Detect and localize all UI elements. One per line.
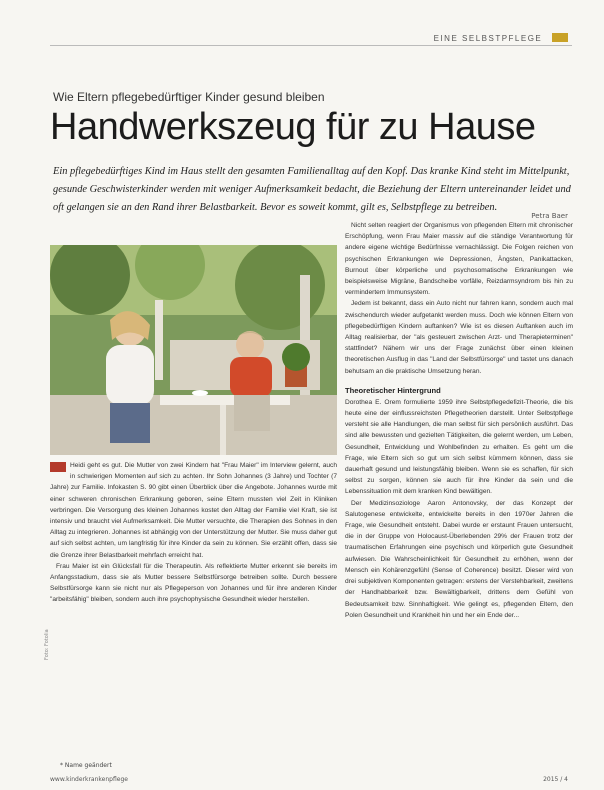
section-label [434,33,568,43]
header-divider [50,45,572,46]
footer-issue: 2015 / 4 [543,776,568,783]
right-paragraph-3: Dorothea E. Orem formulierte 1959 ihre Selbstpflegedefizit-Theorie, die bis heute eine der einflussreichsten Pflegetheorien darstellt. Unter Selbstpflege versteht sie alle Handlungen, die man selbst für sich persönlich ausführt. Das sind alle bewussten und gezielten Tätigkeiten, die gelernt werden, um Leben, Gesundheit, Entwicklung und Wohlbefinden zu erhalten. Es geht um die Frage, wie Eltern sich so gut um sich selbst kümmern können, dass sie dauerhaft gesund und leistungsfähig bleiben. Wenn sie es schaffen, für sich selbst zu sorgen, können sie auch für ihre Kinder da sein und die Lebenssituation mit dem kranken Kind bewältigen. [345,398,573,496]
right-paragraph-4: Der Medizinsoziologe Aaron Antonovsky, der das Konzept der Salutogenese entwickelte, entwickelte bereits in den 1970er Jahren die Frage, wie Gesundheit entsteht. Dabei wurde er erstaunt Frauen untersucht, die in der Gruppe von Holocaust-Überlebenden 29% der Frauen trotz der traumatischen Erfahrungen eine psychisch und körperlich gute Gesundheit aufwiesen. Die Wahrscheinlichkeit für Gesundheit zu erhöhen, wenn der Mensch ein Kohärenzgefühl (Sense of Coherence) besitzt. Dieser wird von drei subjektiven Komponenten getragen: erstens der Verstehbarkeit, zweitens der Handhabbarkeit bzw. Bewältigbarkeit, drittens dem Gefühl von Bedeutsamkeit bzw. Sinnhaftigkeit. Wie gelingt es, pflegenden Eltern, den Polen Gesundheit und Krankheit hin und her ein Ende der... [345,499,573,619]
footnote: * Name geändert [60,762,112,769]
article-lead: Ein pflegebedürftiges Kind im Haus stellt den gesamten Familienalltag auf den Kopf. Das kranke Kind steht im Mittelpunkt, gesunde Geschwisterkinder werden mit weniger Aufmerksamkeit bedacht, die Beziehung der Eltern untereinander leidet und oft gelangen sie an den Rand ihrer Belastbarkeit. Bevor es soweit kommt, gilt es, Selbstpflege zu betreiben. [53,166,571,213]
left-paragraph-2: Frau Maier ist ein Glücksfall für die Therapeutin. Als reflektierte Mutter erkennt sie bereits im Anfangsstadium, dass sie als Mutter bessere Selbstfürsorge betreiben sollte. Durch bessere Selbstfürsorge kann sie nicht nur als Pflegeperson von Johannes und für ihre anderen Kinder "arbeitsfähig" bleiben, sondern auch ihre psychophysische Gesundheit wieder herstellen. [50,562,337,604]
right-paragraph-1: Nicht selten reagiert der Organismus von pflegenden Eltern mit chronischer Erschöpfung, wenn Frau Maier massiv auf die ständige Verantwortung für andere eigene wichtige Bedürfnisse vernachlässigt. Die Folgen reichen von psychischen Erkrankungen wie Depressionen, Ängsten, Panikattacken, Burnout über körperliche und psychosomatische Erkrankungen wie beispielsweise Migräne, Bandscheibe vorfälle, Reizdarmsyndrom bis hin zu vermindertem Immunsystem. [345,222,573,297]
page-badge [552,33,568,42]
subheading: Theoretischer Hintergrund [345,385,441,395]
footer-website[interactable]: www.kinderkrankenpflege [50,776,128,783]
photo-two-women-talking-icon [50,245,337,455]
dropcap-marker [50,462,66,472]
left-paragraph-1: Heidi geht es gut. Die Mutter von zwei Kindern hat "Frau Maier" im Interview gelernt, auch in schwierigen Momenten auf sich zu achten. Ihr Sohn Johannes (3 Jahre) und Tochter (7 Jahre) zur Familie. Infokasten S. 90 gibt einen Überblick über die Angebote. Johannes wurde mit einer schweren chronischen Erkrankung geboren, seine Eltern mussten viel Zeit in Kliniken verbringen. Die Versorgung des kleinen Johannes kostet den Alltag der Familie viel Kraft, sie ist intensiv und braucht viel Aufmerksamkeit. Die Mutter versuchte, die Therapien des Sohnes in den Alltag zu integrieren. Johannes ist abhängig von der Unterstützung der Mutter. Sie muss daher gut auf sich selbst achten, um langfristig für ihre Kinder da sein zu können. Sie erzählt offen, dass sie die Grenze ihrer Belastbarkeit mehrfach erreicht hat. [50,462,337,559]
article-kicker: Wie Eltern pflegebedürftiger Kinder gesund bleiben [53,90,325,104]
left-column [50,460,337,606]
article-author: Petra Baer [531,212,568,220]
photo-credit: Foto: Fotolia [44,629,50,660]
article-photo [50,245,337,455]
right-column [345,220,573,621]
section-name: EINE SELBSTPFLEGE [433,34,543,43]
article-title: Handwerkszeug für zu Hause [50,106,536,148]
right-paragraph-2: Jedem ist bekannt, dass ein Auto nicht nur fahren kann, sondern auch mal zwischendurch wieder aufgetankt werden muss. Doch wie können Eltern von pflegebedürftigen Kindern auftanken? Wie ist es diesen Auftanken auch im Alltag realisierbar, der "als gesteuert zwischen Arzt- und Therapieterminen" stattfindet? Nähern wir uns der Frage zunächst über einen kleinen theoretischen Ausflug in das "Land der Selbstfürsorge" und tastet uns danach behutsam an die praktische Umsetzung heran. [345,300,573,375]
